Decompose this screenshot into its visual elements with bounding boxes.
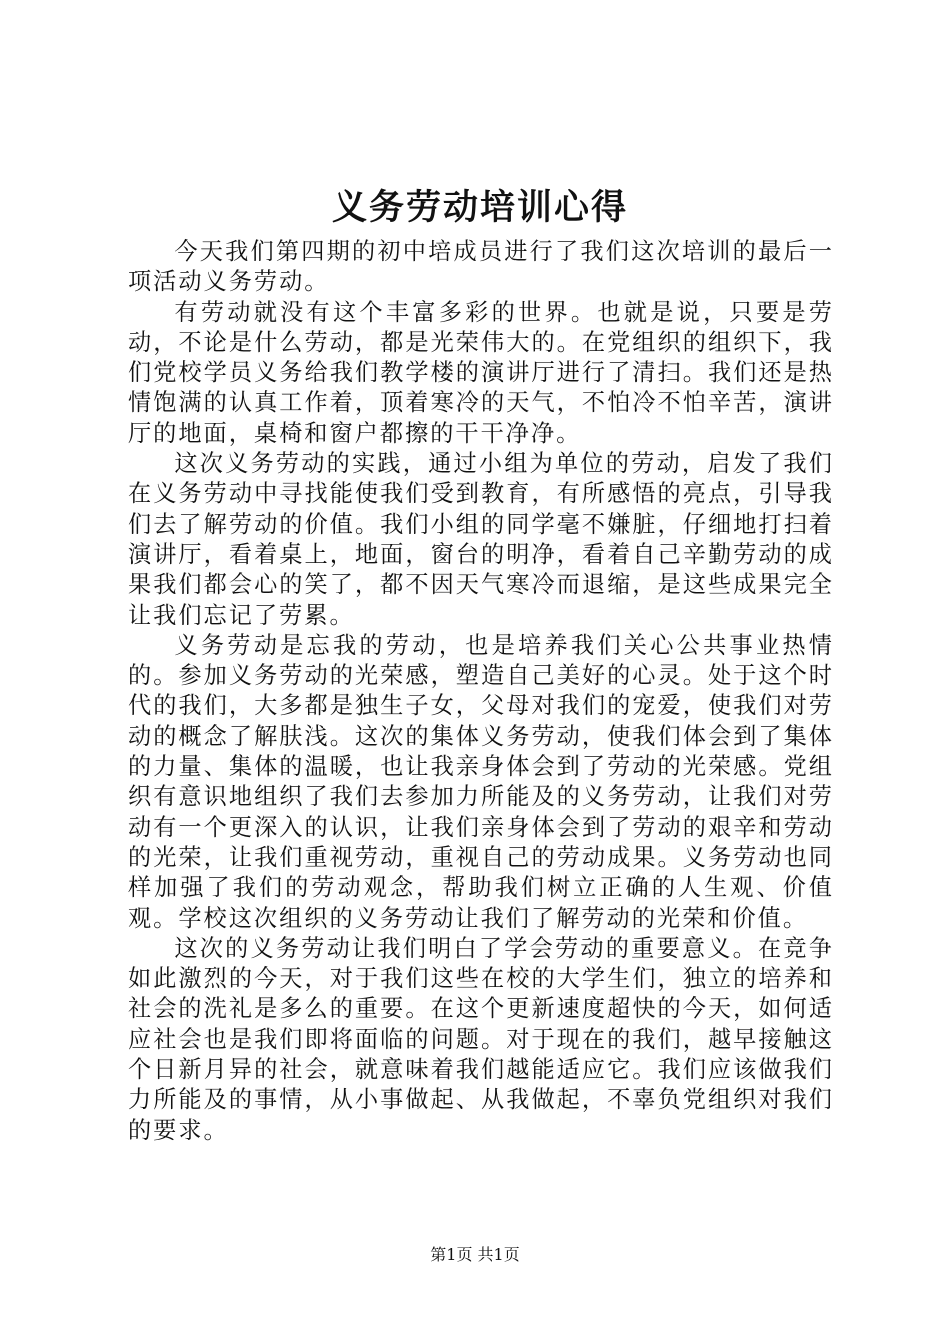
paragraph-2: 有劳动就没有这个丰富多彩的世界。也就是说，只要是劳动，不论是什么劳动，都是光荣伟大的。在党组织的组织下，我们党校学员义务给我们教学楼的演讲厅进行了清扫。我们还是热情饱满的认真工作着，顶着寒冷的天气，不怕冷不怕辛苦，演讲厅的地面，桌椅和窗户都擦的干干净净。 xyxy=(128,298,834,447)
paragraph-3: 这次义务劳动的实践，通过小组为单位的劳动，启发了我们在义务劳动中寻找能使我们受到教育，有所感悟的亮点，引导我们去了解劳动的价值。我们小组的同学毫不嫌脏，仔细地打扫着演讲厅，看着桌上，地面，窗台的明净，看着自己辛勤劳动的成果我们都会心的笑了，都不因天气寒冷而退缩，是这些成果完全让我们忘记了劳累。 xyxy=(128,450,834,629)
document-body xyxy=(128,237,834,1146)
paragraph-1: 今天我们第四期的初中培成员进行了我们这次培训的最后一项活动义务劳动。 xyxy=(128,238,834,296)
paragraph-5: 这次的义务劳动让我们明白了学会劳动的重要意义。在竞争如此激烈的今天，对于我们这些在校的大学生们，独立的培养和社会的洗礼是多么的重要。在这个更新速度超快的今天，如何适应社会也是我们即将面临的问题。对于现在的我们，越早接触这个日新月异的社会，就意味着我们越能适应它。我们应该做我们力所能及的事情，从小事做起、从我做起，不辜负党组织对我们的要求。 xyxy=(128,934,834,1144)
page-footer: 第1页 共1页 xyxy=(430,1245,520,1264)
paragraph-4: 义务劳动是忘我的劳动，也是培养我们关心公共事业热情的。参加义务劳动的光荣感，塑造自己美好的心灵。处于这个时代的我们，大多都是独生子女，父母对我们的宠爱，使我们对劳动的概念了解肤浅。这次的集体义务劳动，使我们体会到了集体的力量、集体的温暖，也让我亲身体会到了劳动的光荣感。党组织有意识地组织了我们去参加力所能及的义务劳动，让我们对劳动有一个更深入的认识，让我们亲身体会到了劳动的艰辛和劳动的光荣，让我们重视劳动，重视自己的劳动成果。义务劳动也同样加强了我们的劳动观念，帮助我们树立正确的人生观、价值观。学校这次组织的义务劳动让我们了解劳动的光荣和价值。 xyxy=(128,631,834,932)
document-title: 义务劳动培训心得 xyxy=(331,187,628,228)
